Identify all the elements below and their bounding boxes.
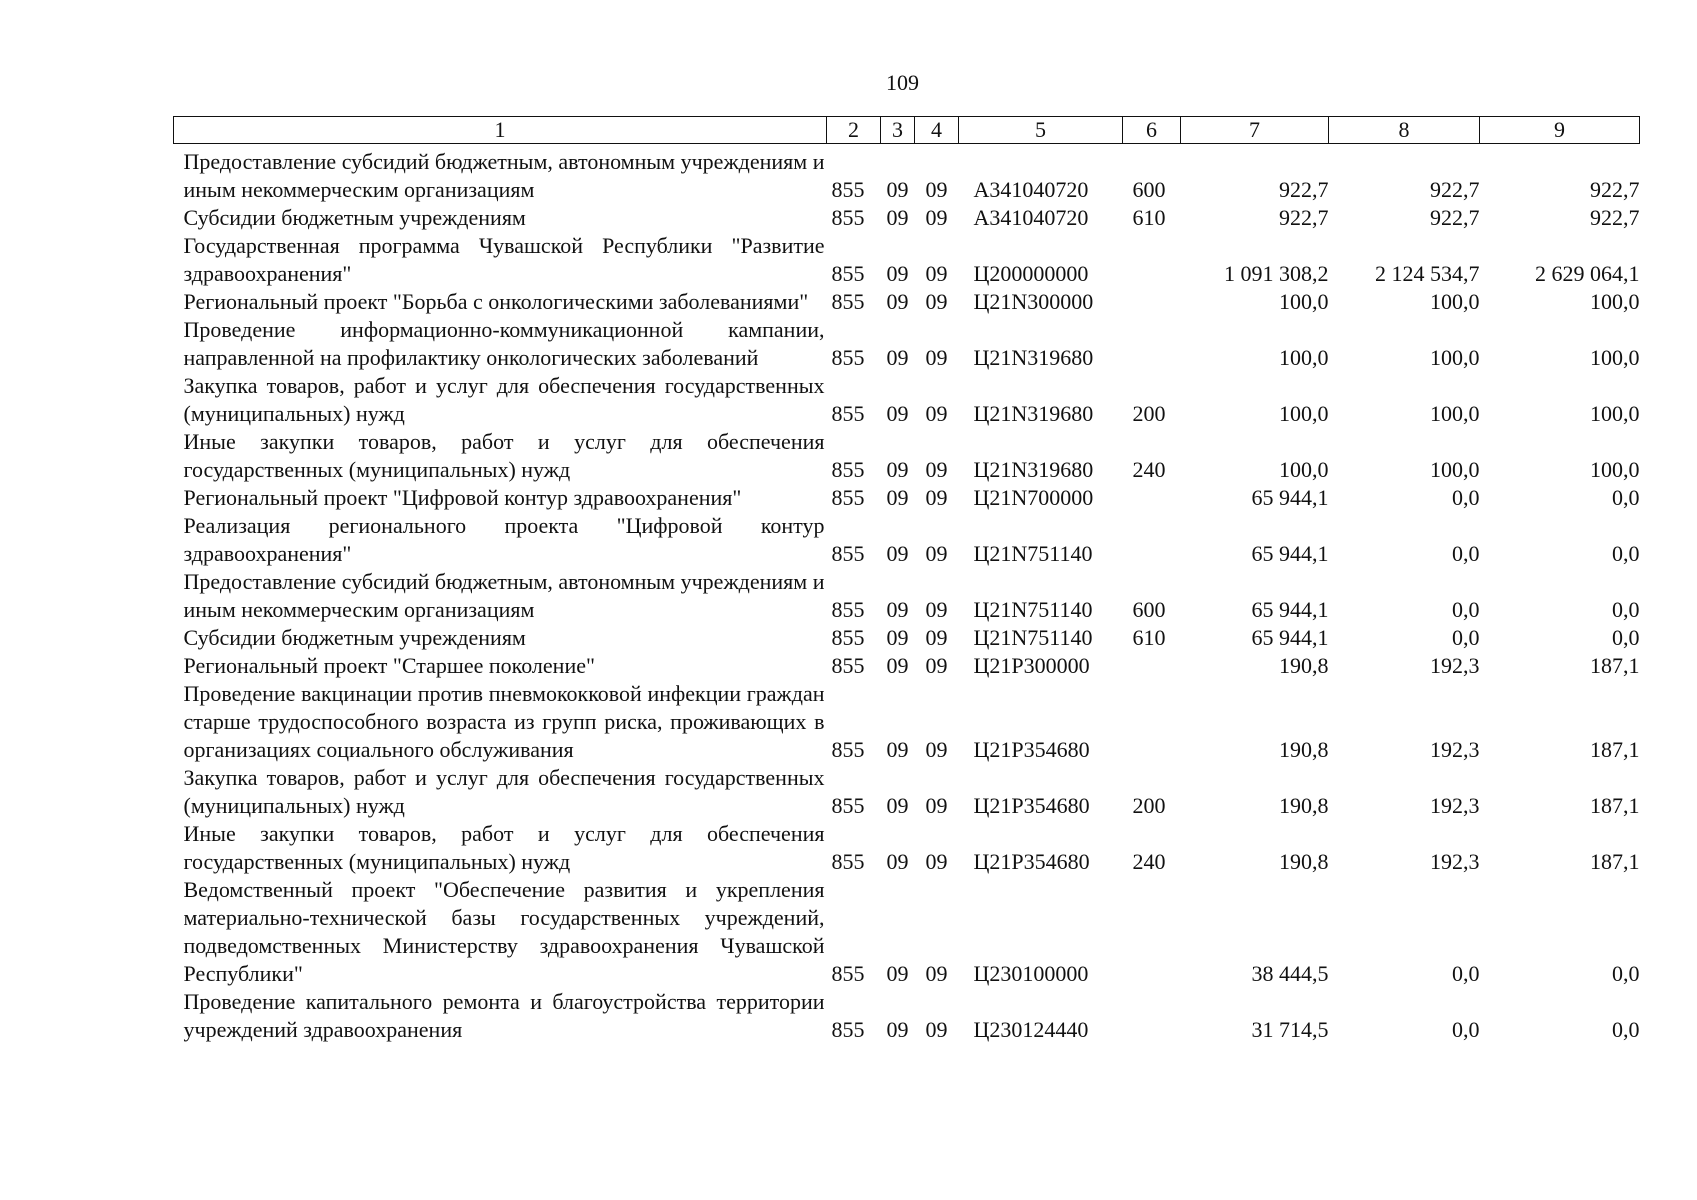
amount-year-1: 100,0 — [1279, 289, 1329, 314]
target-article-code: Ц21N751140 — [973, 541, 1093, 566]
amount-year-1: 65 944,1 — [1251, 541, 1329, 566]
target-article-code: А341040720 — [973, 177, 1089, 202]
amount-year-2: 100,0 — [1430, 401, 1480, 426]
table-row — [174, 680, 1640, 764]
target-article-code: Ц21N319680 — [973, 401, 1094, 426]
target-article-code: Ц200000000 — [973, 261, 1089, 286]
subsection-code: 09 — [925, 653, 948, 678]
expense-type-code — [1123, 512, 1181, 568]
ministry-code: 855 — [831, 961, 865, 986]
table-row — [174, 144, 1640, 205]
amount-year-2: 922,7 — [1430, 205, 1480, 230]
table-row — [174, 512, 1640, 568]
subsection-code: 09 — [925, 289, 948, 314]
amount-year-3: 0,0 — [1612, 485, 1640, 510]
target-article-code: Ц21P300000 — [973, 653, 1090, 678]
amount-year-2: 100,0 — [1430, 457, 1480, 482]
column-header-2: 2 — [827, 117, 881, 144]
amount-year-2: 2 124 534,7 — [1375, 261, 1480, 286]
target-article-code: Ц21N300000 — [973, 289, 1094, 314]
amount-year-3: 0,0 — [1612, 1017, 1640, 1042]
amount-year-2: 922,7 — [1430, 177, 1480, 202]
ministry-code: 855 — [831, 653, 865, 678]
amount-year-3: 187,1 — [1590, 849, 1640, 874]
table-header — [174, 117, 1640, 144]
amount-year-2: 0,0 — [1452, 541, 1480, 566]
table-row — [174, 232, 1640, 288]
amount-year-3: 100,0 — [1590, 289, 1640, 314]
amount-year-3: 0,0 — [1612, 961, 1640, 986]
subsection-code: 09 — [925, 485, 948, 510]
column-number-row — [174, 117, 1640, 144]
row-name: Ведомственный проект "Обеспечение развития и укрепления материально-технической базы государственных учреждений, подведомственных Министерству здравоохранения Чувашской Республики" — [183, 877, 825, 986]
subsection-code: 09 — [925, 597, 948, 622]
amount-year-3: 922,7 — [1590, 177, 1640, 202]
subsection-code: 09 — [925, 541, 948, 566]
ministry-code: 855 — [831, 345, 865, 370]
expense-type-code: 600 — [1132, 597, 1166, 622]
amount-year-1: 190,8 — [1279, 793, 1329, 818]
amount-year-1: 65 944,1 — [1251, 597, 1329, 622]
column-header-1: 1 — [174, 117, 827, 144]
subsection-code: 09 — [925, 849, 948, 874]
amount-year-2: 192,3 — [1430, 849, 1480, 874]
subsection-code: 09 — [925, 177, 948, 202]
ministry-code: 855 — [831, 849, 865, 874]
amount-year-1: 190,8 — [1279, 737, 1329, 762]
expense-type-code — [1123, 288, 1181, 316]
expense-type-code: 200 — [1132, 401, 1166, 426]
table-row — [174, 316, 1640, 372]
target-article-code: Ц21P354680 — [973, 849, 1090, 874]
page-number: 109 — [886, 70, 919, 95]
amount-year-2: 0,0 — [1452, 1017, 1480, 1042]
ministry-code: 855 — [831, 1017, 865, 1042]
expense-type-code — [1123, 876, 1181, 988]
target-article-code: Ц21P354680 — [973, 793, 1090, 818]
ministry-code: 855 — [831, 261, 865, 286]
expense-type-code — [1123, 680, 1181, 764]
amount-year-2: 100,0 — [1430, 345, 1480, 370]
amount-year-3: 187,1 — [1590, 737, 1640, 762]
row-name: Предоставление субсидий бюджетным, автономным учреждениям и иным некоммерческим организациям — [183, 149, 825, 202]
target-article-code: Ц21N319680 — [973, 457, 1094, 482]
expense-type-code — [1123, 988, 1181, 1044]
ministry-code: 855 — [831, 457, 865, 482]
amount-year-3: 0,0 — [1612, 541, 1640, 566]
amount-year-1: 65 944,1 — [1251, 625, 1329, 650]
section-code: 09 — [886, 961, 909, 986]
amount-year-2: 0,0 — [1452, 485, 1480, 510]
amount-year-1: 65 944,1 — [1251, 485, 1329, 510]
amount-year-1: 1 091 308,2 — [1224, 261, 1329, 286]
subsection-code: 09 — [925, 961, 948, 986]
amount-year-1: 100,0 — [1279, 457, 1329, 482]
section-code: 09 — [886, 345, 909, 370]
target-article-code: Ц21N751140 — [973, 597, 1093, 622]
target-article-code: Ц21N751140 — [973, 625, 1093, 650]
expense-type-code: 610 — [1132, 625, 1166, 650]
row-name: Региональный проект "Цифровой контур здравоохранения" — [183, 485, 742, 510]
ministry-code: 855 — [831, 177, 865, 202]
subsection-code: 09 — [925, 457, 948, 482]
ministry-code: 855 — [831, 485, 865, 510]
target-article-code: Ц21N700000 — [973, 485, 1094, 510]
table-row — [174, 764, 1640, 820]
amount-year-2: 0,0 — [1452, 625, 1480, 650]
column-header-4: 4 — [915, 117, 959, 144]
amount-year-3: 0,0 — [1612, 625, 1640, 650]
row-name: Государственная программа Чувашской Республики "Развитие здравоохранения" — [183, 233, 825, 286]
section-code: 09 — [886, 177, 909, 202]
amount-year-3: 2 629 064,1 — [1535, 261, 1640, 286]
column-header-8: 8 — [1329, 117, 1480, 144]
column-header-6: 6 — [1123, 117, 1181, 144]
subsection-code: 09 — [925, 1017, 948, 1042]
row-name: Проведение информационно-коммуникационной кампании, направленной на профилактику онкологических заболеваний — [183, 317, 825, 370]
ministry-code: 855 — [831, 737, 865, 762]
expense-type-code — [1123, 484, 1181, 512]
target-article-code: Ц21N319680 — [973, 345, 1094, 370]
subsection-code: 09 — [925, 737, 948, 762]
ministry-code: 855 — [831, 541, 865, 566]
section-code: 09 — [886, 653, 909, 678]
row-name: Субсидии бюджетным учреждениям — [183, 205, 526, 230]
amount-year-2: 0,0 — [1452, 961, 1480, 986]
table-row — [174, 288, 1640, 316]
expense-type-code — [1123, 316, 1181, 372]
row-name: Региональный проект "Борьба с онкологическими заболеваниями" — [183, 289, 809, 314]
section-code: 09 — [886, 625, 909, 650]
subsection-code: 09 — [925, 261, 948, 286]
ministry-code: 855 — [831, 597, 865, 622]
ministry-code: 855 — [831, 793, 865, 818]
table-row — [174, 204, 1640, 232]
table-row — [174, 652, 1640, 680]
section-code: 09 — [886, 541, 909, 566]
expense-type-code: 600 — [1132, 177, 1166, 202]
subsection-code: 09 — [925, 401, 948, 426]
budget-table — [173, 116, 1640, 1044]
ministry-code: 855 — [831, 625, 865, 650]
target-article-code: Ц230124440 — [973, 1017, 1089, 1042]
row-name: Закупка товаров, работ и услуг для обеспечения государственных (муниципальных) нужд — [183, 765, 825, 818]
expense-type-code: 240 — [1132, 849, 1166, 874]
amount-year-2: 100,0 — [1430, 289, 1480, 314]
ministry-code: 855 — [831, 205, 865, 230]
amount-year-2: 192,3 — [1430, 793, 1480, 818]
amount-year-1: 922,7 — [1279, 205, 1329, 230]
amount-year-3: 100,0 — [1590, 401, 1640, 426]
amount-year-1: 190,8 — [1279, 849, 1329, 874]
subsection-code: 09 — [925, 345, 948, 370]
subsection-code: 09 — [925, 793, 948, 818]
amount-year-1: 31 714,5 — [1251, 1017, 1329, 1042]
amount-year-3: 187,1 — [1590, 793, 1640, 818]
row-name: Реализация регионального проекта "Цифровой контур здравоохранения" — [183, 513, 825, 566]
row-name: Закупка товаров, работ и услуг для обеспечения государственных (муниципальных) нужд — [183, 373, 825, 426]
section-code: 09 — [886, 401, 909, 426]
column-header-3: 3 — [881, 117, 915, 144]
row-name: Региональный проект "Старшее поколение" — [183, 653, 595, 678]
ministry-code: 855 — [831, 289, 865, 314]
amount-year-3: 187,1 — [1590, 653, 1640, 678]
row-name: Иные закупки товаров, работ и услуг для обеспечения государственных (муниципальных) нужд — [183, 429, 825, 482]
amount-year-2: 192,3 — [1430, 653, 1480, 678]
table-row — [174, 988, 1640, 1044]
expense-type-code: 200 — [1132, 793, 1166, 818]
ministry-code: 855 — [831, 401, 865, 426]
table-row — [174, 484, 1640, 512]
amount-year-1: 190,8 — [1279, 653, 1329, 678]
column-header-5: 5 — [959, 117, 1123, 144]
row-name: Субсидии бюджетным учреждениям — [183, 625, 526, 650]
subsection-code: 09 — [925, 625, 948, 650]
section-code: 09 — [886, 457, 909, 482]
section-code: 09 — [886, 849, 909, 874]
column-header-7: 7 — [1181, 117, 1329, 144]
target-article-code: А341040720 — [973, 205, 1089, 230]
section-code: 09 — [886, 205, 909, 230]
expense-type-code — [1123, 652, 1181, 680]
amount-year-3: 100,0 — [1590, 345, 1640, 370]
amount-year-1: 922,7 — [1279, 177, 1329, 202]
section-code: 09 — [886, 737, 909, 762]
amount-year-1: 38 444,5 — [1251, 961, 1329, 986]
table-row — [174, 876, 1640, 988]
expense-type-code: 610 — [1132, 205, 1166, 230]
expense-type-code — [1123, 232, 1181, 288]
expense-type-code: 240 — [1132, 457, 1166, 482]
section-code: 09 — [886, 261, 909, 286]
amount-year-1: 100,0 — [1279, 401, 1329, 426]
target-article-code: Ц21P354680 — [973, 737, 1090, 762]
section-code: 09 — [886, 485, 909, 510]
table-row — [174, 624, 1640, 652]
amount-year-3: 100,0 — [1590, 457, 1640, 482]
row-name: Предоставление субсидий бюджетным, автономным учреждениям и иным некоммерческим организациям — [183, 569, 825, 622]
table-row — [174, 820, 1640, 876]
amount-year-3: 922,7 — [1590, 205, 1640, 230]
section-code: 09 — [886, 597, 909, 622]
table-row — [174, 428, 1640, 484]
amount-year-3: 0,0 — [1612, 597, 1640, 622]
row-name: Проведение вакцинации против пневмококковой инфекции граждан старше трудоспособного возраста из групп риска, проживающих в организациях социального обслуживания — [183, 681, 825, 762]
section-code: 09 — [886, 1017, 909, 1042]
target-article-code: Ц230100000 — [973, 961, 1089, 986]
table-row — [174, 372, 1640, 428]
column-header-9: 9 — [1480, 117, 1640, 144]
table-row — [174, 568, 1640, 624]
table-body — [174, 144, 1640, 1045]
row-name: Иные закупки товаров, работ и услуг для обеспечения государственных (муниципальных) нужд — [183, 821, 825, 874]
subsection-code: 09 — [925, 205, 948, 230]
row-name: Проведение капитального ремонта и благоустройства территории учреждений здравоохранения — [183, 989, 825, 1042]
section-code: 09 — [886, 793, 909, 818]
amount-year-2: 192,3 — [1430, 737, 1480, 762]
amount-year-1: 100,0 — [1279, 345, 1329, 370]
amount-year-2: 0,0 — [1452, 597, 1480, 622]
section-code: 09 — [886, 289, 909, 314]
